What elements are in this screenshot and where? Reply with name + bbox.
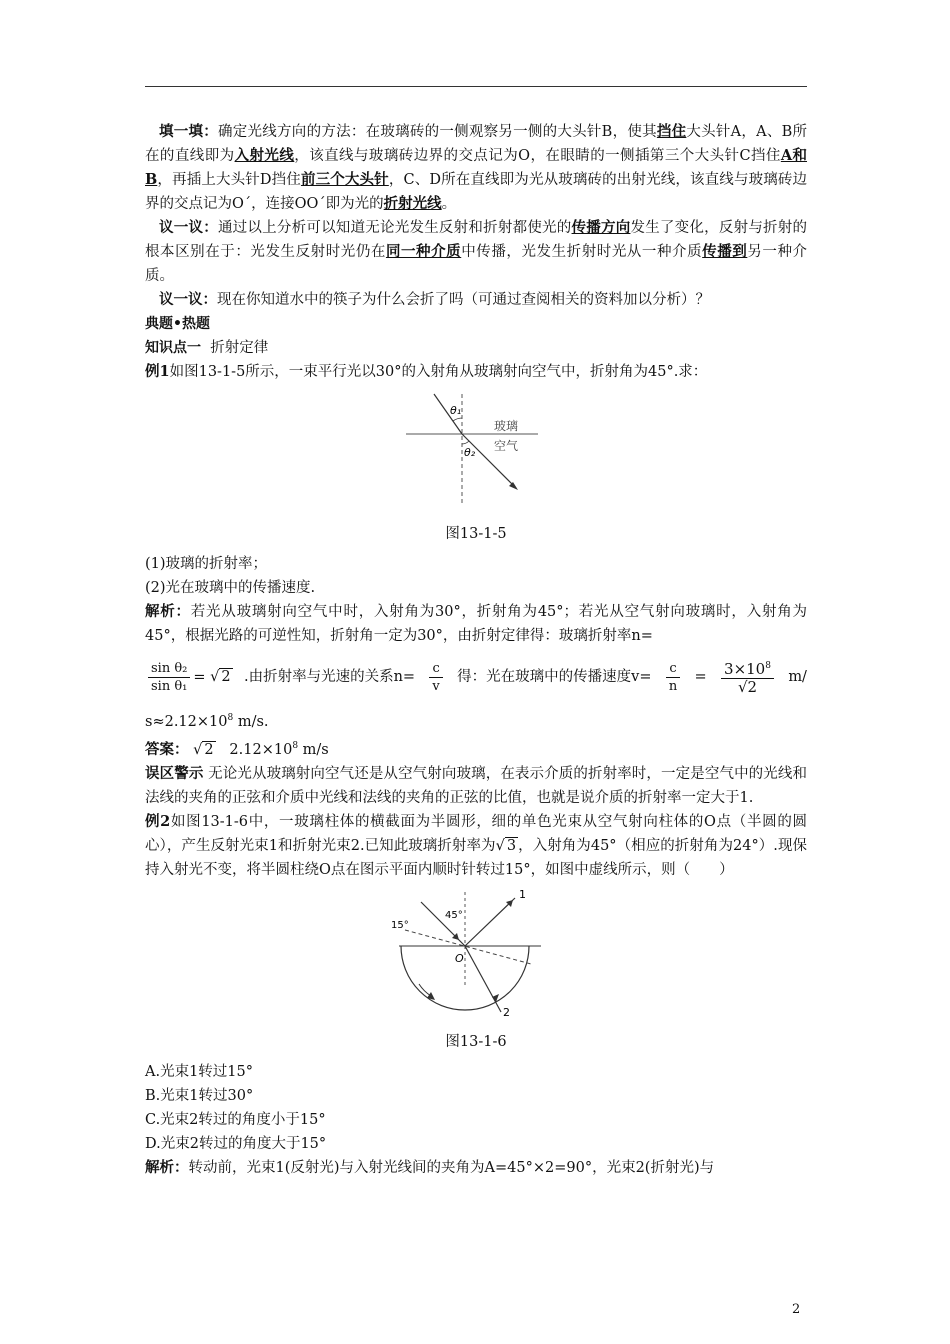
figure-13-1-6-caption: 图13-1-6 xyxy=(445,1033,507,1050)
result-base: s≈2.12×10 xyxy=(145,713,228,730)
theta2-arc xyxy=(462,441,469,444)
knowledge-point-1 xyxy=(145,336,807,360)
theta2-label: θ₂ xyxy=(464,446,476,459)
sqrt3-radicand: 3 xyxy=(506,837,517,854)
rotation-arc xyxy=(419,984,431,996)
beam-1-label: 1 xyxy=(519,887,526,901)
ex2-text-1: 如图13-1-6中，一玻璃柱体的横截面为半圆形，细的单色光束从空气射向柱体的O点（半圆的圆心），产生反射光束1和折射光束2.已知此玻璃折射率为 xyxy=(145,813,807,854)
glass-label: 玻璃 xyxy=(494,419,519,433)
figure-13-1-6 xyxy=(145,888,807,1026)
figure-13-1-5 xyxy=(145,390,807,518)
discuss1-label: 议一议： xyxy=(159,219,218,236)
warn-text: 无论光从玻璃射向空气还是从空气射向玻璃，在表示介质的折射率时，一定是空气中的光线和法线的夹角的正弦和介质中光线和法线的夹角的正弦的比值，也就是说介质的折射率一定大于1. xyxy=(145,765,807,806)
result-exp: 8 xyxy=(227,713,234,723)
sqrt-radicand: 2 xyxy=(221,669,231,685)
ex1-text: 如图13-1-5所示，一束平行光以30°的入射角从玻璃射向空气中，折射角为45°.求： xyxy=(169,364,708,380)
arrow-head xyxy=(509,482,518,490)
fill-paragraph xyxy=(145,120,807,216)
c-over-v-fraction xyxy=(429,660,442,695)
option-b: B.光束1转过30° xyxy=(145,1087,254,1104)
ex1-label: 例1 xyxy=(145,363,170,380)
speed-numerator xyxy=(721,658,774,679)
discuss1-text-4: 另一种介质。 xyxy=(145,244,808,284)
kp1-label: 知识点一 xyxy=(145,340,201,356)
answer-value: 2.12×10 xyxy=(229,741,293,758)
sol2-label: 解析： xyxy=(145,1158,189,1176)
air-label: 空气 xyxy=(494,439,519,453)
speed-num-exp: 8 xyxy=(765,661,771,671)
answer-unit: m/s xyxy=(298,741,329,758)
answer1 xyxy=(145,734,807,762)
fill-answer-1: 挡住 xyxy=(656,123,687,140)
fill-text-3: ，该直线与玻璃砖边界的交点记为O，在眼睛的一侧插第三个大头针C挡住 xyxy=(294,148,781,164)
example2-question xyxy=(145,810,807,882)
discuss1-text-3: 中传播，光发生折射时光从一种介质 xyxy=(461,244,703,260)
ex1-q1: (1)玻璃的折射率； xyxy=(145,556,268,572)
sol1-mid-1: .由折射率与光速的关系n= xyxy=(243,669,416,685)
sqrt-3: √ 3 xyxy=(495,837,517,854)
kp1-title: 折射定律 xyxy=(210,340,269,356)
option-c: C.光束2转过的角度小于15° xyxy=(145,1111,326,1128)
fill-text-2: 大头针A，A、B所在的直线即为 xyxy=(145,124,808,164)
refraction-diagram xyxy=(406,390,546,510)
speed-denominator: √2 xyxy=(737,678,758,696)
sol2-text: 转动前，光束1(反射光)与入射光线间的夹角为A=45°×2=90°，光束2(折射光)与 xyxy=(188,1159,715,1176)
theta1-label: θ₁ xyxy=(450,404,462,417)
c-numerator-2: c xyxy=(666,660,679,678)
sin-ratio-fraction xyxy=(148,660,190,695)
reflected-beam-1 xyxy=(465,898,515,946)
fill-label: 填一填： xyxy=(159,123,219,140)
ex1-q2: (2)光在玻璃中的传播速度. xyxy=(145,580,316,596)
c-over-n-fraction xyxy=(666,660,680,695)
center-O-label: O xyxy=(455,951,464,965)
header-rule xyxy=(145,86,807,87)
fill-text-1: 确定光线方向的方法：在玻璃砖的一侧观察另一侧的大头针B，使其 xyxy=(218,124,657,140)
warning-paragraph xyxy=(145,762,807,810)
theta1-arc xyxy=(453,418,462,421)
equals-sign: = xyxy=(193,669,206,685)
example1-question xyxy=(145,360,807,384)
warn-label: 误区警示 xyxy=(145,764,204,782)
solution1-result xyxy=(145,706,807,734)
angle-45-label: 45° xyxy=(445,909,463,921)
refracted-beam-2 xyxy=(465,946,501,1012)
v-denominator: v xyxy=(432,678,440,694)
solution1-formula-line xyxy=(145,648,807,706)
document-body xyxy=(145,120,807,1180)
sol1-label: 解析： xyxy=(145,603,191,620)
sin-numerator: sin θ₂ xyxy=(148,660,190,678)
discuss1-answer-2: 同一种介质 xyxy=(385,243,462,260)
discuss2-paragraph xyxy=(145,288,807,312)
discuss2-text: 现在你知道水中的筷子为什么会折了吗（可通过查阅相关的资料加以分析）？ xyxy=(217,292,710,308)
c-numerator: c xyxy=(429,660,442,678)
rotated-diameter xyxy=(405,930,531,964)
semicircle-diagram xyxy=(391,888,561,1018)
fill-answer-3: A和B xyxy=(145,147,808,188)
n-denominator: n xyxy=(668,678,678,694)
discuss1-answer-3: 传播到 xyxy=(702,243,748,260)
section-title: 典题•热题 xyxy=(145,316,210,332)
result-unit: m/s. xyxy=(233,713,269,730)
ex2-label: 例2 xyxy=(145,812,171,830)
fill-answer-4: 前三个大头针 xyxy=(300,171,389,188)
discuss1-text-2: 发生了变化，反射与折射的根本区别在于：光发生反射时光仍在 xyxy=(145,220,808,260)
equals-sign-2: = xyxy=(694,669,707,685)
fill-text-5: ，C、D所在直线即为光从玻璃砖的出射光线，该直线与玻璃砖边界的交点记为O´，连接OO´即为光的 xyxy=(145,172,808,212)
option-a: A.光束1转过15° xyxy=(145,1063,254,1080)
speed-num-base: 3×10 xyxy=(724,660,766,678)
ex2-text-2: ，入射角为45°（相应的折射角为24°）.现保持入射光不变，将半圆柱绕O点在图示平面内顺时针转过15°，如图中虚线所示，则（ ） xyxy=(145,837,808,878)
fill-answer-2: 入射光线 xyxy=(234,147,295,164)
discuss1-answer-1: 传播方向 xyxy=(571,219,631,236)
option-d: D.光束2转过的角度大于15° xyxy=(145,1135,327,1152)
speed-den-radicand: 2 xyxy=(747,678,758,696)
fill-text-4: ，再插上大头针D挡住 xyxy=(157,172,301,188)
fill-text-6: 。 xyxy=(441,196,457,212)
beam-2-label: 2 xyxy=(503,1005,510,1018)
refractive-index-formula xyxy=(145,660,233,695)
solution2-paragraph xyxy=(145,1156,807,1180)
sin-denominator: sin θ₁ xyxy=(151,678,188,694)
solution1-paragraph xyxy=(145,600,807,648)
answer-sqrt-radicand: 2 xyxy=(204,741,214,758)
answer-exp: 8 xyxy=(292,740,299,751)
page-number: 2 xyxy=(792,1302,801,1317)
ans1-label: 答案： xyxy=(145,740,189,758)
discuss2-label: 议一议： xyxy=(159,291,217,308)
fill-answer-5: 折射光线 xyxy=(383,195,442,212)
sol1-text: 若光从玻璃射向空气中时，入射角为30°，折射角为45°；若光从空气射向玻璃时，入射角为45°，根据光路的可逆性知，折射角一定为30°，由折射定律得：玻璃折射率n= xyxy=(145,604,807,644)
angle-15-label: 15° xyxy=(391,919,409,931)
answer-sqrt-2: √ 2 xyxy=(193,741,214,758)
unit-tail: m/ xyxy=(788,669,807,685)
figure-13-1-5-caption: 图13-1-5 xyxy=(445,526,507,542)
discuss1-text-1: 通过以上分析可以知道无论光发生反射和折射都使光的 xyxy=(217,220,572,236)
sqrt-2: √ 2 xyxy=(210,669,231,685)
discuss1-paragraph xyxy=(145,216,807,288)
sol1-mid-2: 得：光在玻璃中的传播速度v= xyxy=(457,669,652,685)
speed-fraction xyxy=(721,658,774,696)
